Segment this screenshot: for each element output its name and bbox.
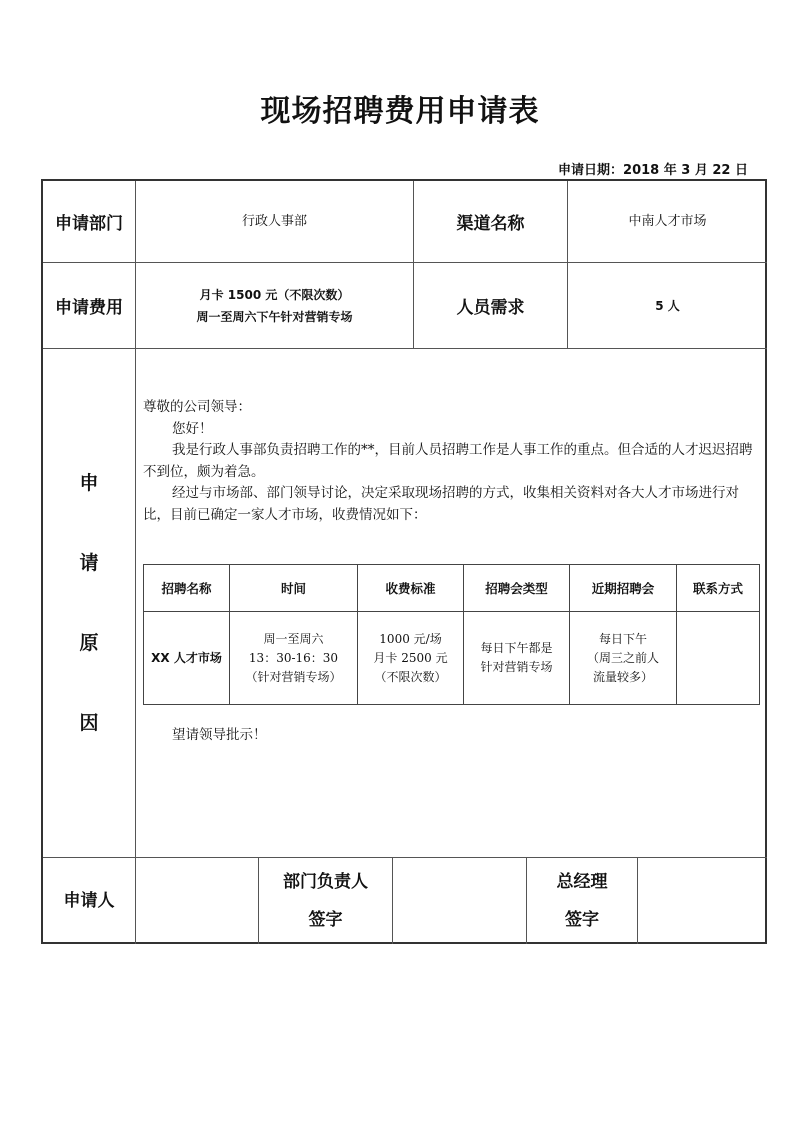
letter-closing: 望请领导批示！ <box>172 727 267 743</box>
header-type: 招聘会类型 <box>464 565 570 612</box>
table-header-row <box>144 565 760 612</box>
dept-head-line-2: 签字 <box>308 910 343 930</box>
gm-line-2: 签字 <box>565 910 599 930</box>
fee-line-2: 月卡 2500 元 <box>373 650 448 665</box>
cell-name: XX 人才市场 <box>144 612 230 705</box>
gm-line-1: 总经理 <box>556 872 608 892</box>
gm-label <box>527 858 638 944</box>
letter-para-2: 经过与市场部、部门领导讨论，决定采取现场招聘的方式，收集相关资料对各大人才市场进行对比，目前已确定一家人才市场，收费情况如下： <box>143 485 739 523</box>
recruitment-table <box>143 564 760 705</box>
letter-para-1: 我是行政人事部负责招聘工作的**，目前人员招聘工作是人事工作的重点。但合适的人才迟迟招聘不到位，颇为着急。 <box>143 442 753 480</box>
dept-head-label <box>259 858 393 944</box>
cell-contact <box>677 612 760 705</box>
header-time: 时间 <box>230 565 358 612</box>
application-date: 申请日期：2018 年 3 月 22 日 <box>558 163 748 178</box>
reason-letter <box>143 397 753 526</box>
applicant-label: 申请人 <box>43 858 136 944</box>
type-line-2: 针对营销专场 <box>480 660 553 674</box>
fee-line-3: （不限次数） <box>374 669 447 684</box>
header-name: 招聘名称 <box>144 565 230 612</box>
staff-label: 人员需求 <box>414 263 568 349</box>
channel-value: 中南人才市场 <box>568 181 767 263</box>
fee-line-1: 1000 元/场 <box>379 631 442 646</box>
header-recent: 近期招聘会 <box>570 565 677 612</box>
application-form <box>41 179 767 944</box>
recent-line-2: （周三之前人 <box>586 650 659 665</box>
header-fee: 收费标准 <box>358 565 464 612</box>
dept-head-line-1: 部门负责人 <box>283 872 368 892</box>
time-line-2: 13：30-16：30 <box>248 650 339 665</box>
applicant-sign-box[interactable] <box>136 858 259 944</box>
letter-greeting: 尊敬的公司领导： <box>143 399 251 415</box>
reason-label <box>43 349 136 858</box>
cell-time <box>230 612 358 705</box>
cell-fee <box>358 612 464 705</box>
dept-value: 行政人事部 <box>136 181 414 263</box>
header-contact: 联系方式 <box>677 565 760 612</box>
dept-label: 申请部门 <box>43 181 136 263</box>
reason-char-3: 原 <box>79 632 99 654</box>
channel-label: 渠道名称 <box>414 181 568 263</box>
time-line-1: 周一至周六 <box>263 631 324 646</box>
page-title: 现场招聘费用申请表 <box>260 94 540 129</box>
cost-value <box>136 263 414 349</box>
cost-line-1: 月卡 1500 元（不限次数） <box>199 287 350 302</box>
table-row <box>144 612 760 705</box>
gm-sign-box[interactable] <box>638 858 767 944</box>
staff-value: 5 人 <box>568 263 767 349</box>
cell-type <box>464 612 570 705</box>
reason-char-4: 因 <box>79 712 99 734</box>
reason-char-1: 申 <box>79 472 99 494</box>
cost-line-2: 周一至周六下午针对营销专场 <box>196 309 353 324</box>
type-line-1: 每日下午都是 <box>480 641 553 655</box>
cell-recent <box>570 612 677 705</box>
letter-hello: 您好！ <box>172 420 213 437</box>
time-line-3: （针对营销专场） <box>245 669 342 684</box>
recent-line-3: 流量较多） <box>592 669 653 684</box>
reason-char-2: 请 <box>79 552 99 574</box>
dept-head-sign-box[interactable] <box>393 858 527 944</box>
recent-line-1: 每日下午 <box>598 631 647 646</box>
cost-label: 申请费用 <box>43 263 136 349</box>
